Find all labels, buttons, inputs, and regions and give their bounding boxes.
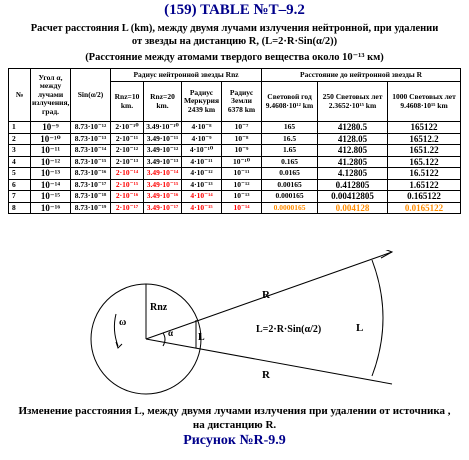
table-cell-angle: 10⁻¹¹ <box>31 145 71 157</box>
table-cell-ly1000: 0.0165122 <box>388 202 461 214</box>
table-cell-angle: 10⁻⁹ <box>31 122 71 134</box>
table-cell-angle: 10⁻¹⁶ <box>31 202 71 214</box>
table-cell-r10: 2·10⁻¹⁷ <box>111 202 144 214</box>
table-cell-sin: 8.73·10⁻¹⁶ <box>71 168 111 180</box>
table-row <box>9 122 461 134</box>
table-cell-ly1000: 165122 <box>388 122 461 134</box>
table-cell-earth: 10⁻⁸ <box>222 133 262 145</box>
table-cell-n: 4 <box>9 156 31 168</box>
table-cell-n: 5 <box>9 168 31 180</box>
table-cell-ly: 0.0000165 <box>262 202 318 214</box>
table-cell-sin: 8.73·10⁻¹⁷ <box>71 179 111 191</box>
large-arc <box>372 260 383 376</box>
subtitle-line-2: от звезды на дистанцию R, (L=2·R·Sin(α/2)) <box>131 36 338 47</box>
table-cell-sin: 8.73·10⁻¹⁹ <box>71 202 111 214</box>
table-cell-merc: 4·10⁻¹³ <box>182 179 222 191</box>
table-cell-r10: 2·10⁻¹⁴ <box>111 168 144 180</box>
table-cell-angle: 10⁻¹⁵ <box>31 191 71 203</box>
formula-label: L=2·R·Sin(α/2) <box>256 324 322 335</box>
label-omega: ω <box>119 317 127 328</box>
subtitle-line-3: (Расстояние между атомами твердого вещества около 10⁻¹³ км) <box>85 52 384 63</box>
table-cell-angle: 10⁻¹⁰ <box>31 133 71 145</box>
header-angle: Угол α, между лучами излучения, град. <box>31 69 71 122</box>
table-cell-ly: 1.65 <box>262 145 318 157</box>
table-row <box>9 133 461 145</box>
table-cell-n: 3 <box>9 145 31 157</box>
table-cell-earth: 10⁻¹⁴ <box>222 202 262 214</box>
table-cell-ly1000: 0.165122 <box>388 191 461 203</box>
table-cell-r10: 2·10⁻¹² <box>111 145 144 157</box>
header-distance-col: Световой год 9.4608·10¹² km <box>262 82 318 122</box>
label-r-top: R <box>262 289 270 301</box>
table-cell-earth: 10⁻¹² <box>222 179 262 191</box>
beam-divergence-diagram <box>0 250 469 400</box>
table-cell-angle: 10⁻¹³ <box>31 168 71 180</box>
table-cell-ly250: 4128.05 <box>318 133 388 145</box>
table-cell-earth: 10⁻¹⁰ <box>222 156 262 168</box>
data-table <box>8 68 461 214</box>
caption-line-2: на дистанцию R. <box>192 419 277 431</box>
table-cell-ly250: 41.2805 <box>318 156 388 168</box>
table-cell-angle: 10⁻¹⁴ <box>31 179 71 191</box>
table-cell-r10: 2·10⁻¹¹ <box>111 133 144 145</box>
table-cell-ly250: 412.805 <box>318 145 388 157</box>
table-cell-r10: 2·10⁻¹⁵ <box>111 179 144 191</box>
table-cell-ly250: 0.004128 <box>318 202 388 214</box>
table-cell-sin: 8.73·10⁻¹³ <box>71 133 111 145</box>
table-row <box>9 168 461 180</box>
header-radius-col: Радиус Земли 6378 km <box>222 82 262 122</box>
table-cell-r20: 3.49·10⁻¹¹ <box>144 133 182 145</box>
table-cell-ly250: 4.12805 <box>318 168 388 180</box>
table-cell-earth: 10⁻⁷ <box>222 122 262 134</box>
table-cell-earth: 10⁻¹³ <box>222 191 262 203</box>
table-cell-merc: 4·10⁻⁹ <box>182 133 222 145</box>
figure-label: Рисунок №R-9.9 <box>183 433 286 448</box>
table-cell-r20: 3.49·10⁻¹² <box>144 145 182 157</box>
table-cell-merc: 4·10⁻¹² <box>182 168 222 180</box>
table-cell-merc: 4·10⁻¹¹ <box>182 156 222 168</box>
table-cell-r20: 3.49·10⁻¹⁴ <box>144 168 182 180</box>
table-cell-n: 2 <box>9 133 31 145</box>
table-row <box>9 191 461 203</box>
table-cell-ly: 16.5 <box>262 133 318 145</box>
table-cell-n: 1 <box>9 122 31 134</box>
caption-line-1: Изменение расстояния L, между двумя лучами излучения при удалении от источника , <box>18 405 451 417</box>
table-title: (159) TABLE №T–9.2 <box>164 2 305 18</box>
table-cell-n: 8 <box>9 202 31 214</box>
table-cell-r20: 3.49·10⁻¹⁶ <box>144 191 182 203</box>
table-cell-angle: 10⁻¹² <box>31 156 71 168</box>
table-cell-sin: 8.73·10⁻¹⁴ <box>71 145 111 157</box>
table-cell-ly: 0.0165 <box>262 168 318 180</box>
table-row <box>9 179 461 191</box>
table-cell-ly1000: 16.5122 <box>388 168 461 180</box>
table-cell-r10: 2·10⁻¹³ <box>111 156 144 168</box>
header-radius-col: Rnz=10 km. <box>111 82 144 122</box>
table-cell-ly: 0.165 <box>262 156 318 168</box>
header-sin: Sin(α/2) <box>71 69 111 122</box>
label-l-big: L <box>356 322 364 334</box>
label-r-bottom: R <box>262 369 270 381</box>
table-cell-ly250: 41280.5 <box>318 122 388 134</box>
subtitle-line-1: Расчет расстояния L (km), между двумя лучами излучения нейтронной, при удалении <box>30 23 439 34</box>
header-no: № <box>9 69 31 122</box>
label-rnz: Rnz <box>150 302 168 313</box>
table-cell-n: 6 <box>9 179 31 191</box>
table-cell-merc: 4·10⁻¹⁴ <box>182 191 222 203</box>
table-cell-ly1000: 165.122 <box>388 156 461 168</box>
table-cell-ly: 0.000165 <box>262 191 318 203</box>
table-row <box>9 156 461 168</box>
table-cell-sin: 8.73·10⁻¹² <box>71 122 111 134</box>
table-row <box>9 145 461 157</box>
table-cell-merc: 4·10⁻¹⁵ <box>182 202 222 214</box>
header-distance-group: Расстояние до нейтронной звезды R <box>262 69 461 82</box>
header-distance-col: 1000 Световых лет 9.4608·10¹⁵ km <box>388 82 461 122</box>
table-cell-earth: 10⁻¹¹ <box>222 168 262 180</box>
table-cell-ly250: 0.412805 <box>318 179 388 191</box>
header-radius-col: Радиус Меркурия 2439 km <box>182 82 222 122</box>
table-cell-ly1000: 1651.22 <box>388 145 461 157</box>
rotation-arc <box>114 314 118 346</box>
header-radius-group: Радиус нейтронной звезды Rnz <box>111 69 262 82</box>
table-cell-r20: 3.49·10⁻¹³ <box>144 156 182 168</box>
table-cell-r10: 2·10⁻¹⁶ <box>111 191 144 203</box>
table-cell-merc: 4·10⁻¹⁰ <box>182 145 222 157</box>
table-cell-r20: 3.49·10⁻¹⁵ <box>144 179 182 191</box>
table-cell-sin: 8.73·10⁻¹⁸ <box>71 191 111 203</box>
label-l-small: L <box>198 332 205 343</box>
table-cell-merc: 4·10⁻⁸ <box>182 122 222 134</box>
table-cell-r10: 2·10⁻¹⁰ <box>111 122 144 134</box>
label-alpha: α <box>168 328 174 338</box>
table-cell-ly1000: 1.65122 <box>388 179 461 191</box>
table-cell-ly: 0.00165 <box>262 179 318 191</box>
table-cell-ly1000: 16512.2 <box>388 133 461 145</box>
header-radius-col: Rnz=20 km. <box>144 82 182 122</box>
table-cell-ly: 165 <box>262 122 318 134</box>
table-row <box>9 202 461 214</box>
table-cell-r20: 3.49·10⁻¹⁰ <box>144 122 182 134</box>
table-cell-n: 7 <box>9 191 31 203</box>
table-body <box>9 122 461 214</box>
table-cell-sin: 8.73·10⁻¹⁵ <box>71 156 111 168</box>
table-cell-earth: 10⁻⁹ <box>222 145 262 157</box>
table-cell-r20: 3.49·10⁻¹⁷ <box>144 202 182 214</box>
angle-arc <box>163 333 165 346</box>
header-distance-col: 250 Световых лет 2.3652·10¹⁵ km <box>318 82 388 122</box>
table-cell-ly250: 0.00412805 <box>318 191 388 203</box>
